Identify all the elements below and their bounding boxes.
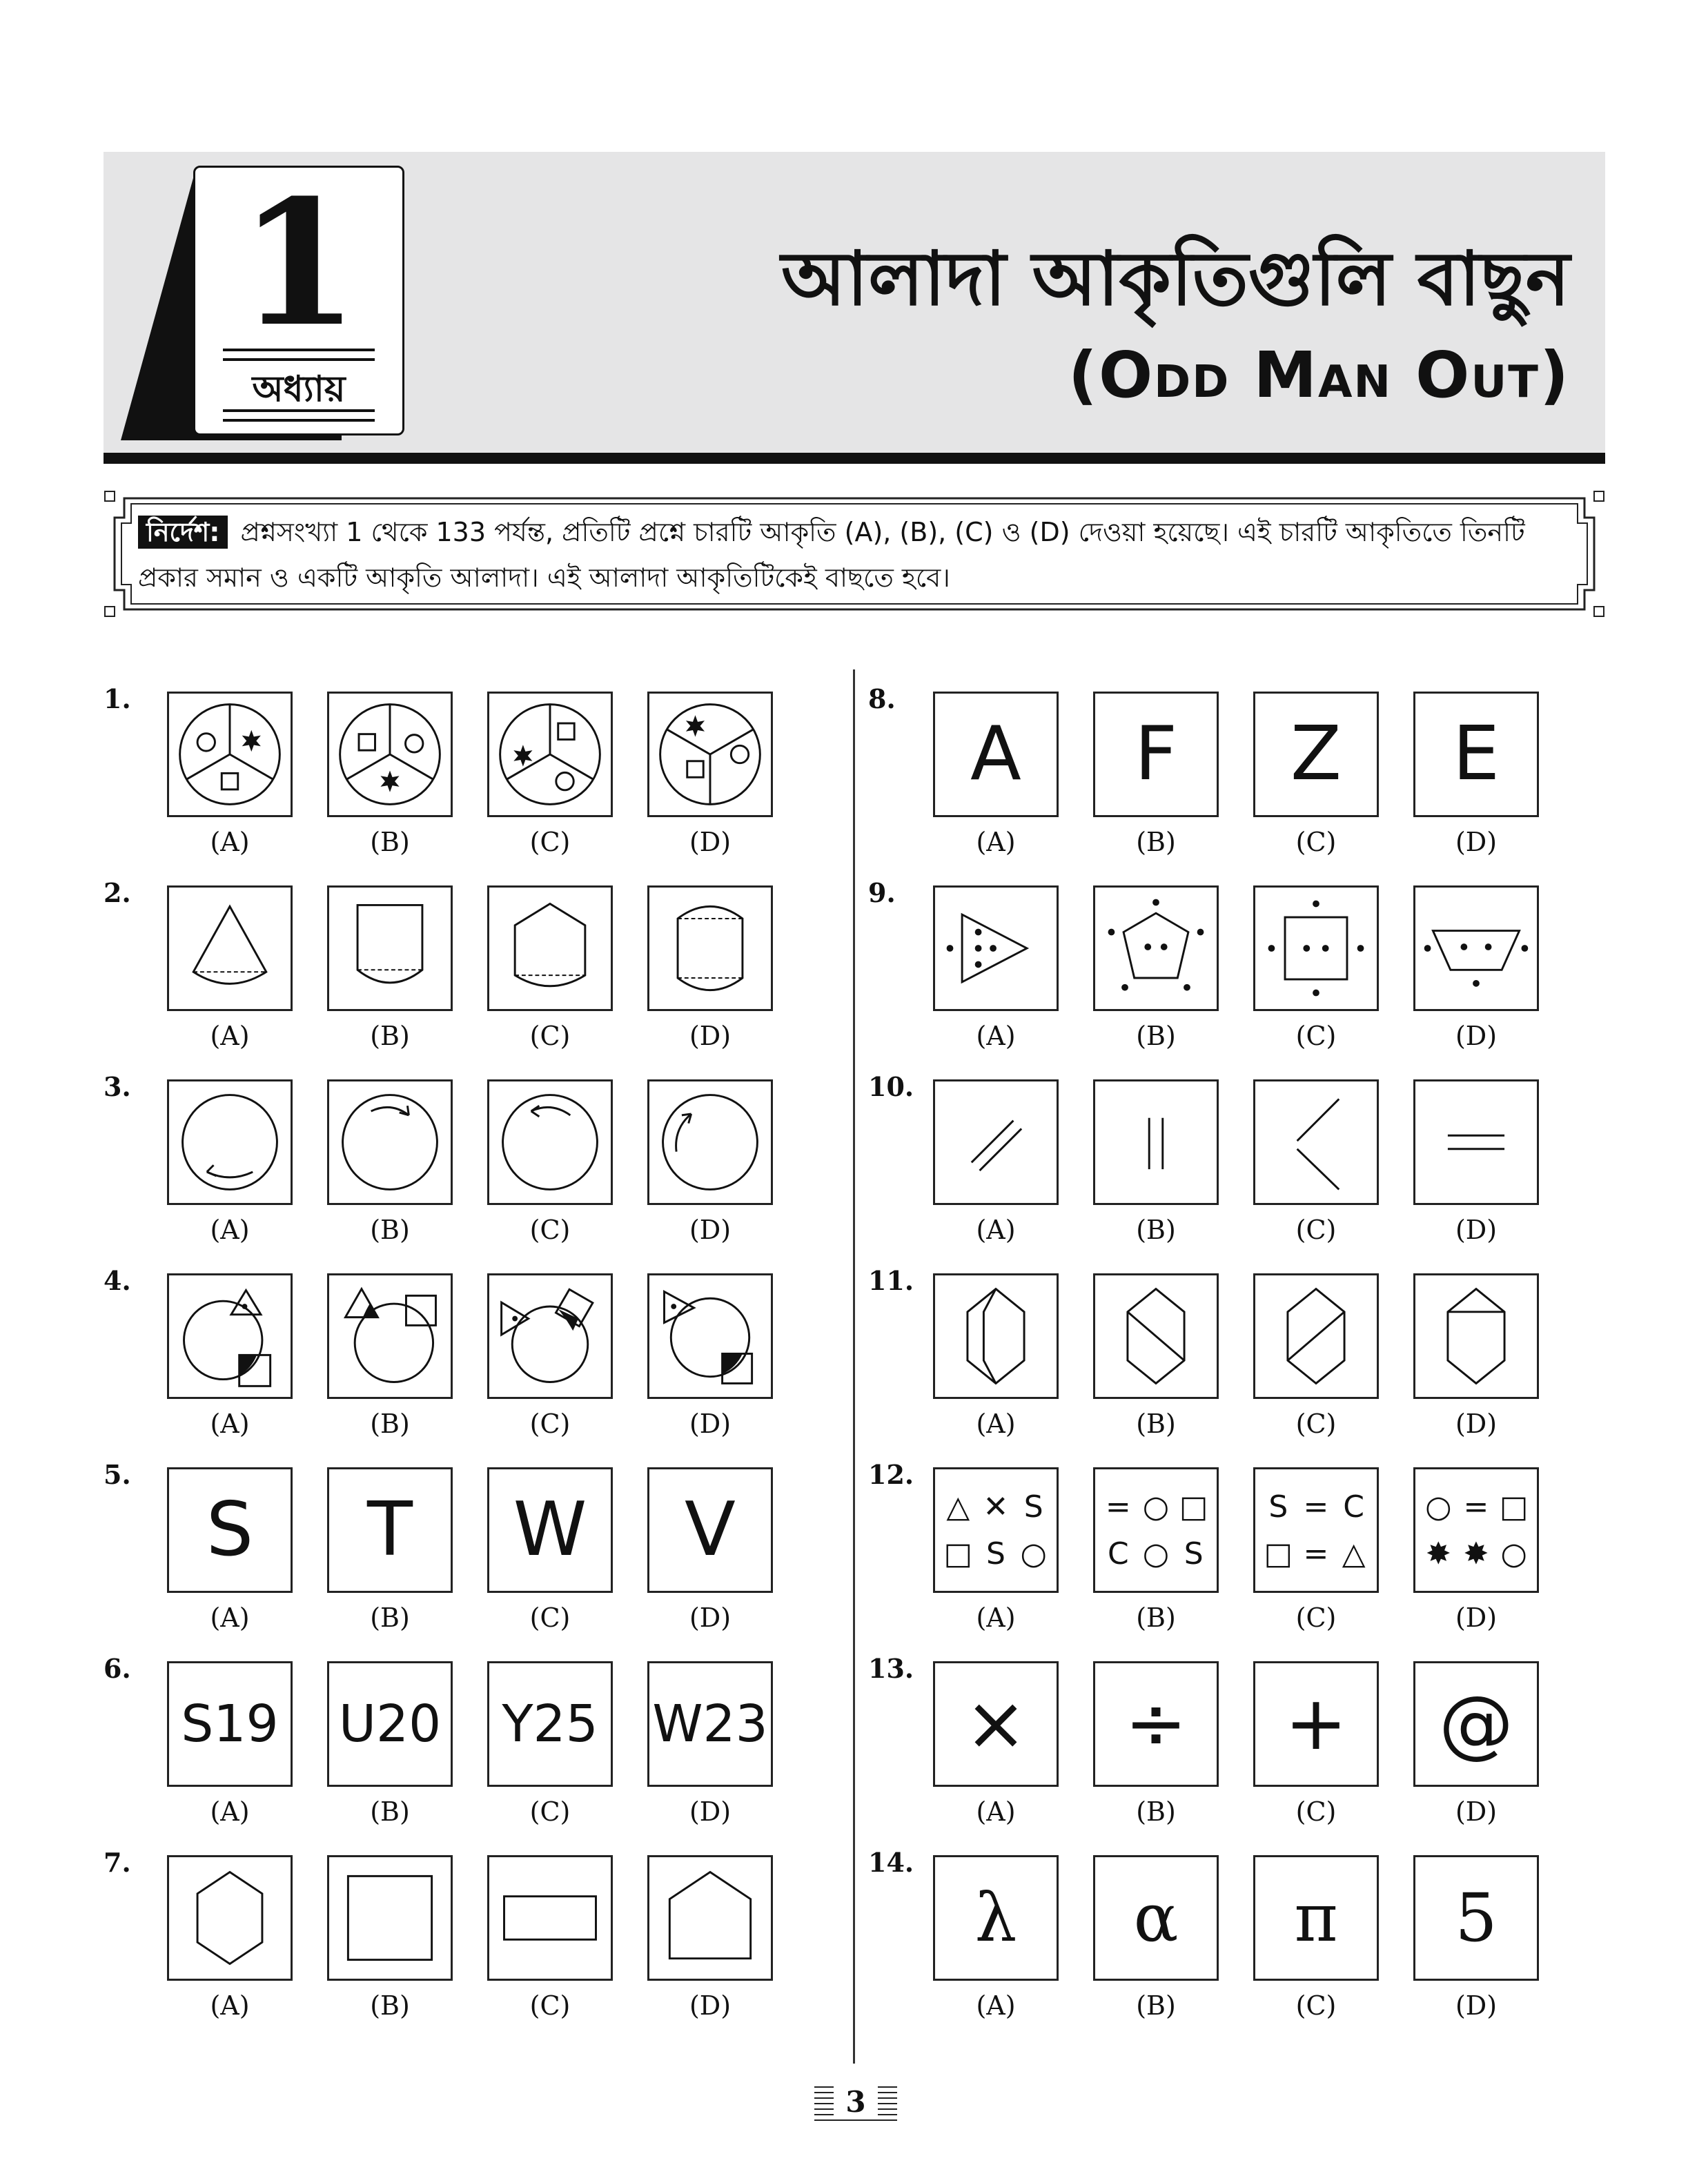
circle-thirds-star-square-circle-icon <box>489 694 611 815</box>
option-label: (C) <box>529 1796 571 1827</box>
option-figure-c[interactable] <box>487 885 613 1011</box>
circle-thirds-square-circle-star-icon <box>329 694 451 815</box>
option-figure-a[interactable] <box>933 885 1059 1011</box>
column-divider <box>853 669 855 2064</box>
cup-shape-icon <box>329 888 451 1009</box>
question-number: 9. <box>868 877 896 908</box>
option-label: (A) <box>976 827 1016 857</box>
circle-arrow-top-right-icon <box>329 1081 451 1203</box>
option-text: 5 <box>1455 1879 1498 1957</box>
option-label: (B) <box>1136 1215 1176 1245</box>
option-label: (D) <box>689 1215 732 1245</box>
option-figure-c[interactable] <box>487 1079 613 1205</box>
option-label: (B) <box>370 1796 410 1827</box>
option-figure-d[interactable] <box>647 1467 773 1593</box>
option-figure-c[interactable] <box>1253 1855 1379 1981</box>
option-label: (C) <box>1295 1603 1337 1633</box>
option-label: (C) <box>1295 1990 1337 2021</box>
cylinder-icon <box>649 888 771 1009</box>
option-figure-d[interactable] <box>1413 1467 1539 1593</box>
option-label: (D) <box>1455 1215 1498 1245</box>
option-label: (B) <box>370 1409 410 1439</box>
option-label: (B) <box>370 1021 410 1051</box>
direction-body: প্রশ্নসংখ্যা 1 থেকে 133 পর্যন্ত, প্রতিটি প্রশ্নে চারটি আকৃতি (A), (B), (C) ও (D) দেওয়া হয়েছে। এই চারটি আকৃতিতে তিনটি প্রকার সমান ও একটি আকৃতি আলাদা। এই আলাদা আকৃতিটিকেই বাছতে হবে। <box>138 517 1525 593</box>
option-figure-c[interactable] <box>1253 1079 1379 1205</box>
option-figure-b[interactable] <box>327 1273 453 1399</box>
option-figure-c[interactable] <box>487 1855 613 1981</box>
option-label: (B) <box>370 827 410 857</box>
option-text: F <box>1134 711 1178 797</box>
option-label: (D) <box>1455 827 1498 857</box>
option-label: (C) <box>529 1603 571 1633</box>
option-figure-c[interactable] <box>487 1661 613 1787</box>
option-label: (A) <box>976 1796 1016 1827</box>
hexagon-diagonal-left-icon <box>1095 1275 1217 1397</box>
option-label: (B) <box>1136 1990 1176 2021</box>
option-figure-c[interactable] <box>487 692 613 817</box>
option-figure-b[interactable] <box>327 1661 453 1787</box>
option-text: α <box>1133 1879 1179 1957</box>
option-text: V <box>685 1487 736 1573</box>
pentagon-base-icon <box>489 888 611 1009</box>
option-figure-b[interactable] <box>327 1855 453 1981</box>
option-figure-b[interactable] <box>1093 1467 1219 1593</box>
vertical-parallel-lines-icon <box>1095 1081 1217 1203</box>
question-number: 7. <box>104 1847 131 1878</box>
circle-triangle-square-a-icon <box>169 1275 291 1397</box>
chapter-badge <box>193 161 404 435</box>
triangle-dots-icon <box>935 888 1057 1009</box>
square-dots-icon <box>1255 888 1377 1009</box>
direction-label: নির্দেশ: <box>138 516 228 549</box>
option-figure-d[interactable] <box>1413 1855 1539 1981</box>
option-figure-c[interactable] <box>1253 885 1379 1011</box>
option-label: (B) <box>1136 1603 1176 1633</box>
option-label: (C) <box>1295 1215 1337 1245</box>
option-figure-c[interactable] <box>1253 1467 1379 1593</box>
option-figure-b[interactable] <box>1093 1079 1219 1205</box>
grid-symbol: □ <box>943 1536 973 1571</box>
option-text: W <box>513 1487 587 1573</box>
option-text: A <box>970 711 1021 797</box>
option-label: (B) <box>1136 1409 1176 1439</box>
option-text: Y25 <box>502 1694 598 1754</box>
option-text: + <box>1284 1681 1348 1767</box>
option-figure-d[interactable] <box>647 1855 773 1981</box>
page-number: 3 <box>845 2085 866 2119</box>
option-label: (A) <box>210 1603 250 1633</box>
grid-symbol: ○ <box>1425 1489 1452 1525</box>
option-label: (D) <box>689 1021 732 1051</box>
option-figure-b[interactable] <box>327 692 453 817</box>
grid-symbol: △ <box>1342 1536 1366 1571</box>
hexagon-vertical-split-icon <box>935 1275 1057 1397</box>
question-number: 12. <box>868 1459 914 1490</box>
option-figure-a[interactable] <box>167 692 293 817</box>
option-figure-c[interactable] <box>1253 1273 1379 1399</box>
option-label: (D) <box>689 827 732 857</box>
pentagon-icon <box>649 1857 771 1979</box>
option-figure-d[interactable] <box>1413 692 1539 817</box>
option-figure-a[interactable] <box>167 1079 293 1205</box>
hexagon-diagonal-right-icon <box>1255 1275 1377 1397</box>
option-figure-b[interactable] <box>1093 692 1219 817</box>
option-label: (A) <box>210 827 250 857</box>
option-label: (B) <box>370 1215 410 1245</box>
option-label: (B) <box>1136 827 1176 857</box>
circle-triangle-square-d-icon <box>649 1275 771 1397</box>
option-text: @ <box>1439 1681 1513 1767</box>
rectangle-icon <box>489 1857 611 1979</box>
option-figure-c[interactable] <box>487 1273 613 1399</box>
option-figure-a[interactable] <box>167 1273 293 1399</box>
question-number: 3. <box>104 1071 131 1102</box>
option-label: (A) <box>210 1021 250 1051</box>
question-number: 13. <box>868 1653 914 1684</box>
pentagon-dots-icon <box>1095 888 1217 1009</box>
grid-symbol: = <box>1105 1489 1131 1525</box>
option-figure-a[interactable] <box>933 1273 1059 1399</box>
symbol-grid <box>1420 1483 1533 1577</box>
page-title-bengali: আলাদা আকৃতিগুলি বাছুন <box>781 236 1570 322</box>
circle-thirds-star-square-circle-rotated-icon <box>649 694 771 815</box>
option-figure-c[interactable] <box>1253 692 1379 817</box>
angle-lines-icon <box>1255 1081 1377 1203</box>
option-text: × <box>964 1681 1028 1767</box>
option-label: (A) <box>210 1409 250 1439</box>
option-label: (C) <box>529 1021 571 1051</box>
page-title-english: (Odd Man Out) <box>1068 338 1570 412</box>
horizontal-parallel-lines-icon <box>1415 1081 1537 1203</box>
grid-symbol: ○ <box>1142 1489 1170 1525</box>
question-number: 6. <box>104 1653 131 1684</box>
option-label: (D) <box>1455 1990 1498 2021</box>
option-figure-b[interactable] <box>327 1079 453 1205</box>
question-number: 10. <box>868 1071 914 1102</box>
option-label: (D) <box>689 1796 732 1827</box>
circle-arrow-top-left-icon <box>489 1081 611 1203</box>
option-text: T <box>367 1487 413 1573</box>
question-number: 4. <box>104 1265 131 1296</box>
grid-symbol: ○ <box>1500 1536 1527 1571</box>
option-figure-d[interactable] <box>647 1273 773 1399</box>
option-label: (B) <box>370 1603 410 1633</box>
option-figure-d[interactable] <box>1413 1661 1539 1787</box>
option-text: ÷ <box>1124 1681 1188 1767</box>
option-label: (C) <box>1295 1796 1337 1827</box>
option-label: (A) <box>210 1796 250 1827</box>
option-figure-d[interactable] <box>647 1079 773 1205</box>
option-label: (C) <box>529 1215 571 1245</box>
grid-symbol: □ <box>1264 1536 1293 1571</box>
option-label: (D) <box>1455 1409 1498 1439</box>
option-figure-b[interactable] <box>1093 1273 1219 1399</box>
question-number: 11. <box>868 1265 914 1296</box>
option-text: S <box>206 1487 254 1573</box>
option-label: (A) <box>210 1215 250 1245</box>
grid-symbol: ✸ <box>1463 1536 1489 1571</box>
grid-symbol: = <box>1463 1489 1489 1525</box>
circle-thirds-circle-star-square-icon <box>169 694 291 815</box>
option-figure-c[interactable] <box>1253 1661 1379 1787</box>
option-label: (D) <box>689 1409 732 1439</box>
option-text: π <box>1294 1879 1338 1957</box>
question-number: 1. <box>104 683 131 714</box>
option-label: (C) <box>1295 1021 1337 1051</box>
grid-symbol: = <box>1303 1536 1329 1571</box>
option-figure-a[interactable] <box>167 885 293 1011</box>
option-label: (C) <box>529 1990 571 2021</box>
option-label: (B) <box>1136 1021 1176 1051</box>
option-figure-d[interactable] <box>1413 885 1539 1011</box>
trapezium-dots-icon <box>1415 888 1537 1009</box>
question-number: 5. <box>104 1459 131 1490</box>
symbol-grid <box>1099 1483 1213 1577</box>
grid-symbol: S <box>986 1536 1005 1571</box>
cone-icon <box>169 888 291 1009</box>
option-figure-a[interactable] <box>167 1855 293 1981</box>
circle-arrow-left-icon <box>649 1081 771 1203</box>
option-label: (A) <box>976 1021 1016 1051</box>
option-figure-d[interactable] <box>647 885 773 1011</box>
option-figure-a[interactable] <box>933 1661 1059 1787</box>
grid-symbol: □ <box>1179 1489 1208 1525</box>
option-figure-d[interactable] <box>647 692 773 817</box>
option-label: (C) <box>1295 1409 1337 1439</box>
option-text: E <box>1452 711 1500 797</box>
option-label: (D) <box>1455 1021 1498 1051</box>
option-figure-a[interactable] <box>167 1467 293 1593</box>
circle-triangle-square-b-icon <box>329 1275 451 1397</box>
grid-symbol: C <box>1343 1489 1365 1525</box>
question-number: 2. <box>104 877 131 908</box>
option-figure-b[interactable] <box>327 885 453 1011</box>
grid-symbol: S <box>1184 1536 1204 1571</box>
direction-text <box>138 509 1571 600</box>
divider <box>223 409 375 422</box>
option-label: (A) <box>976 1990 1016 2021</box>
header-rule <box>104 453 1605 464</box>
option-figure-d[interactable] <box>1413 1273 1539 1399</box>
option-figure-d[interactable] <box>1413 1079 1539 1205</box>
hexagon-top-split-icon <box>1415 1275 1537 1397</box>
option-figure-a[interactable] <box>933 1467 1059 1593</box>
chapter-word: অধ্যায় <box>252 369 346 410</box>
option-label: (C) <box>1295 827 1337 857</box>
option-text: W23 <box>652 1694 768 1754</box>
option-figure-c[interactable] <box>487 1467 613 1593</box>
square-icon <box>329 1857 451 1979</box>
diagonal-parallel-lines-icon <box>935 1081 1057 1203</box>
direction-box <box>104 490 1605 618</box>
option-label: (A) <box>976 1409 1016 1439</box>
grid-symbol: S <box>1268 1489 1288 1525</box>
option-figure-b[interactable] <box>1093 1661 1219 1787</box>
option-figure-b[interactable] <box>1093 1855 1219 1981</box>
grid-symbol: S <box>1023 1489 1043 1525</box>
option-figure-b[interactable] <box>1093 885 1219 1011</box>
grid-symbol: □ <box>1499 1489 1529 1525</box>
option-label: (A) <box>210 1990 250 2021</box>
grid-symbol: ✸ <box>1425 1536 1451 1571</box>
option-label: (D) <box>1455 1796 1498 1827</box>
grid-symbol: △ <box>946 1489 970 1525</box>
option-figure-a[interactable] <box>933 1079 1059 1205</box>
hexagon-icon <box>169 1857 291 1979</box>
option-label: (C) <box>529 827 571 857</box>
option-text: U20 <box>338 1694 442 1754</box>
option-label: (A) <box>976 1603 1016 1633</box>
divider <box>223 349 375 361</box>
option-label: (B) <box>1136 1796 1176 1827</box>
option-label: (D) <box>1455 1603 1498 1633</box>
circle-triangle-square-c-icon <box>489 1275 611 1397</box>
option-text: λ <box>974 1879 1017 1957</box>
option-label: (C) <box>529 1409 571 1439</box>
option-label: (D) <box>689 1603 732 1633</box>
option-figure-a[interactable] <box>167 1661 293 1787</box>
symbol-grid <box>1259 1483 1373 1577</box>
grid-symbol: ○ <box>1020 1536 1047 1571</box>
grid-symbol: = <box>1303 1489 1329 1525</box>
question-number: 14. <box>868 1847 914 1878</box>
chapter-number: 1 <box>239 161 359 364</box>
grid-symbol: ✕ <box>983 1489 1009 1525</box>
grid-symbol: C <box>1107 1536 1129 1571</box>
option-label: (D) <box>689 1990 732 2021</box>
circle-arrow-bottom-icon <box>169 1081 291 1203</box>
option-text: S19 <box>181 1694 279 1754</box>
option-text: Z <box>1290 711 1342 797</box>
option-figure-a[interactable] <box>933 1855 1059 1981</box>
option-label: (A) <box>976 1215 1016 1245</box>
grid-symbol: ○ <box>1142 1536 1170 1571</box>
question-number: 8. <box>868 683 896 714</box>
option-label: (B) <box>370 1990 410 2021</box>
option-figure-a[interactable] <box>933 692 1059 817</box>
option-figure-d[interactable] <box>647 1661 773 1787</box>
symbol-grid <box>939 1483 1052 1577</box>
option-figure-b[interactable] <box>327 1467 453 1593</box>
